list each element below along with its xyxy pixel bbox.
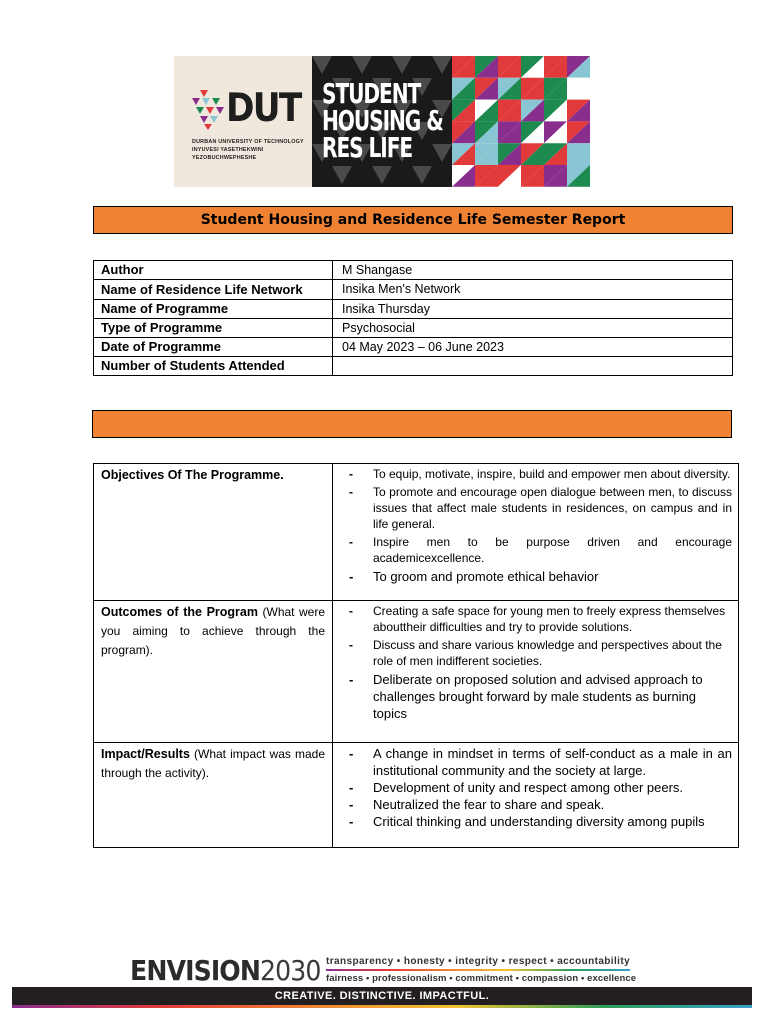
info-value: Psychosocial (333, 319, 733, 338)
triangle-pattern (452, 56, 590, 187)
objectives-list (347, 466, 732, 585)
info-label: Date of Programme (94, 338, 333, 357)
section-bar (92, 410, 732, 438)
dut-wordmark: DUT (226, 86, 301, 131)
programme-info-table (93, 260, 733, 376)
table-row (94, 280, 733, 300)
table-row (94, 338, 733, 357)
list-item: - To groom and promote ethical behavior (347, 568, 732, 585)
info-label: Number of Students Attended (94, 357, 333, 376)
info-value: Insika Men's Network (333, 280, 733, 300)
footer-strip (12, 987, 752, 1005)
envision-2030-logo: ENVISION2030 (130, 954, 321, 987)
info-value: Insika Thursday (333, 300, 733, 319)
list-item: - Discuss and share various knowledge and perspectives about the role of men indifferent societies. (347, 637, 732, 669)
outcomes-row (94, 601, 739, 743)
dut-triangles-icon (190, 90, 224, 130)
impact-label: Impact/Results (What impact was made through the activity). (94, 743, 333, 848)
values-list: transparency • honesty • integrity • respect • accountability fairness • professionalism • commitment • compassion • excellence (326, 956, 637, 984)
impact-cell (333, 743, 739, 848)
objectives-label: Objectives Of The Programme. (94, 464, 333, 601)
footer-color-line (12, 1005, 752, 1008)
objectives-row (94, 464, 739, 601)
list-item: - To equip, motivate, inspire, build and empower men about diversity. (347, 466, 732, 482)
table-row (94, 357, 733, 376)
list-item: - Deliberate on proposed solution and advised approach to challenges brought forward by male students as burning topics (347, 671, 732, 722)
list-item: - Neutralized the fear to share and speak. (347, 796, 732, 813)
table-row (94, 300, 733, 319)
triangle-pattern-icon (452, 56, 590, 187)
info-value: M Shangase (333, 261, 733, 280)
list-item: - A change in mindset in terms of self-conduct as a male in an institutional community and the society at large. (347, 745, 732, 779)
list-item: - Inspire men to be purpose driven and encourage academicexcellence. (347, 534, 732, 566)
report-title-bar (93, 206, 733, 234)
info-value (333, 357, 733, 376)
outcomes-list (347, 603, 732, 722)
objectives-cell (333, 464, 739, 601)
student-housing-logo (312, 56, 452, 187)
dut-logo (174, 56, 312, 187)
outcomes-cell (333, 601, 739, 743)
report-title: Student Housing and Residence Life Semester Report (200, 212, 626, 228)
table-row (94, 261, 733, 280)
header-banner (174, 56, 590, 187)
impact-row (94, 743, 739, 848)
list-item: - To promote and encourage open dialogue between men, to discuss issues that affect male students in residences, on campus and in life general. (347, 484, 732, 532)
info-value: 04 May 2023 – 06 June 2023 (333, 338, 733, 357)
info-label: Type of Programme (94, 319, 333, 338)
list-item: - Development of unity and respect among other peers. (347, 779, 732, 796)
table-row (94, 319, 733, 338)
list-item: - Critical thinking and understanding diversity among pupils (347, 813, 732, 830)
values-divider (326, 969, 630, 971)
student-housing-wordmark: STUDENT HOUSING & RES LIFE (322, 77, 443, 164)
info-label: Name of Programme (94, 300, 333, 319)
info-label: Name of Residence Life Network (94, 280, 333, 300)
info-label: Author (94, 261, 333, 280)
programme-details-table (93, 463, 739, 848)
impact-list (347, 745, 732, 830)
outcomes-label: Outcomes of the Program (What were you aiming to achieve through the program). (94, 601, 333, 743)
list-item: - Creating a safe space for young men to freely express themselves abouttheir difficulties and try to provide solutions. (347, 603, 732, 635)
dut-name: DURBAN UNIVERSITY OF TECHNOLOGY INYUVESI YASETHEKWINI YEZOBUCHWEPHESHE (192, 139, 304, 161)
footer-tagline: CREATIVE. DISTINCTIVE. IMPACTFUL. (274, 990, 490, 1002)
